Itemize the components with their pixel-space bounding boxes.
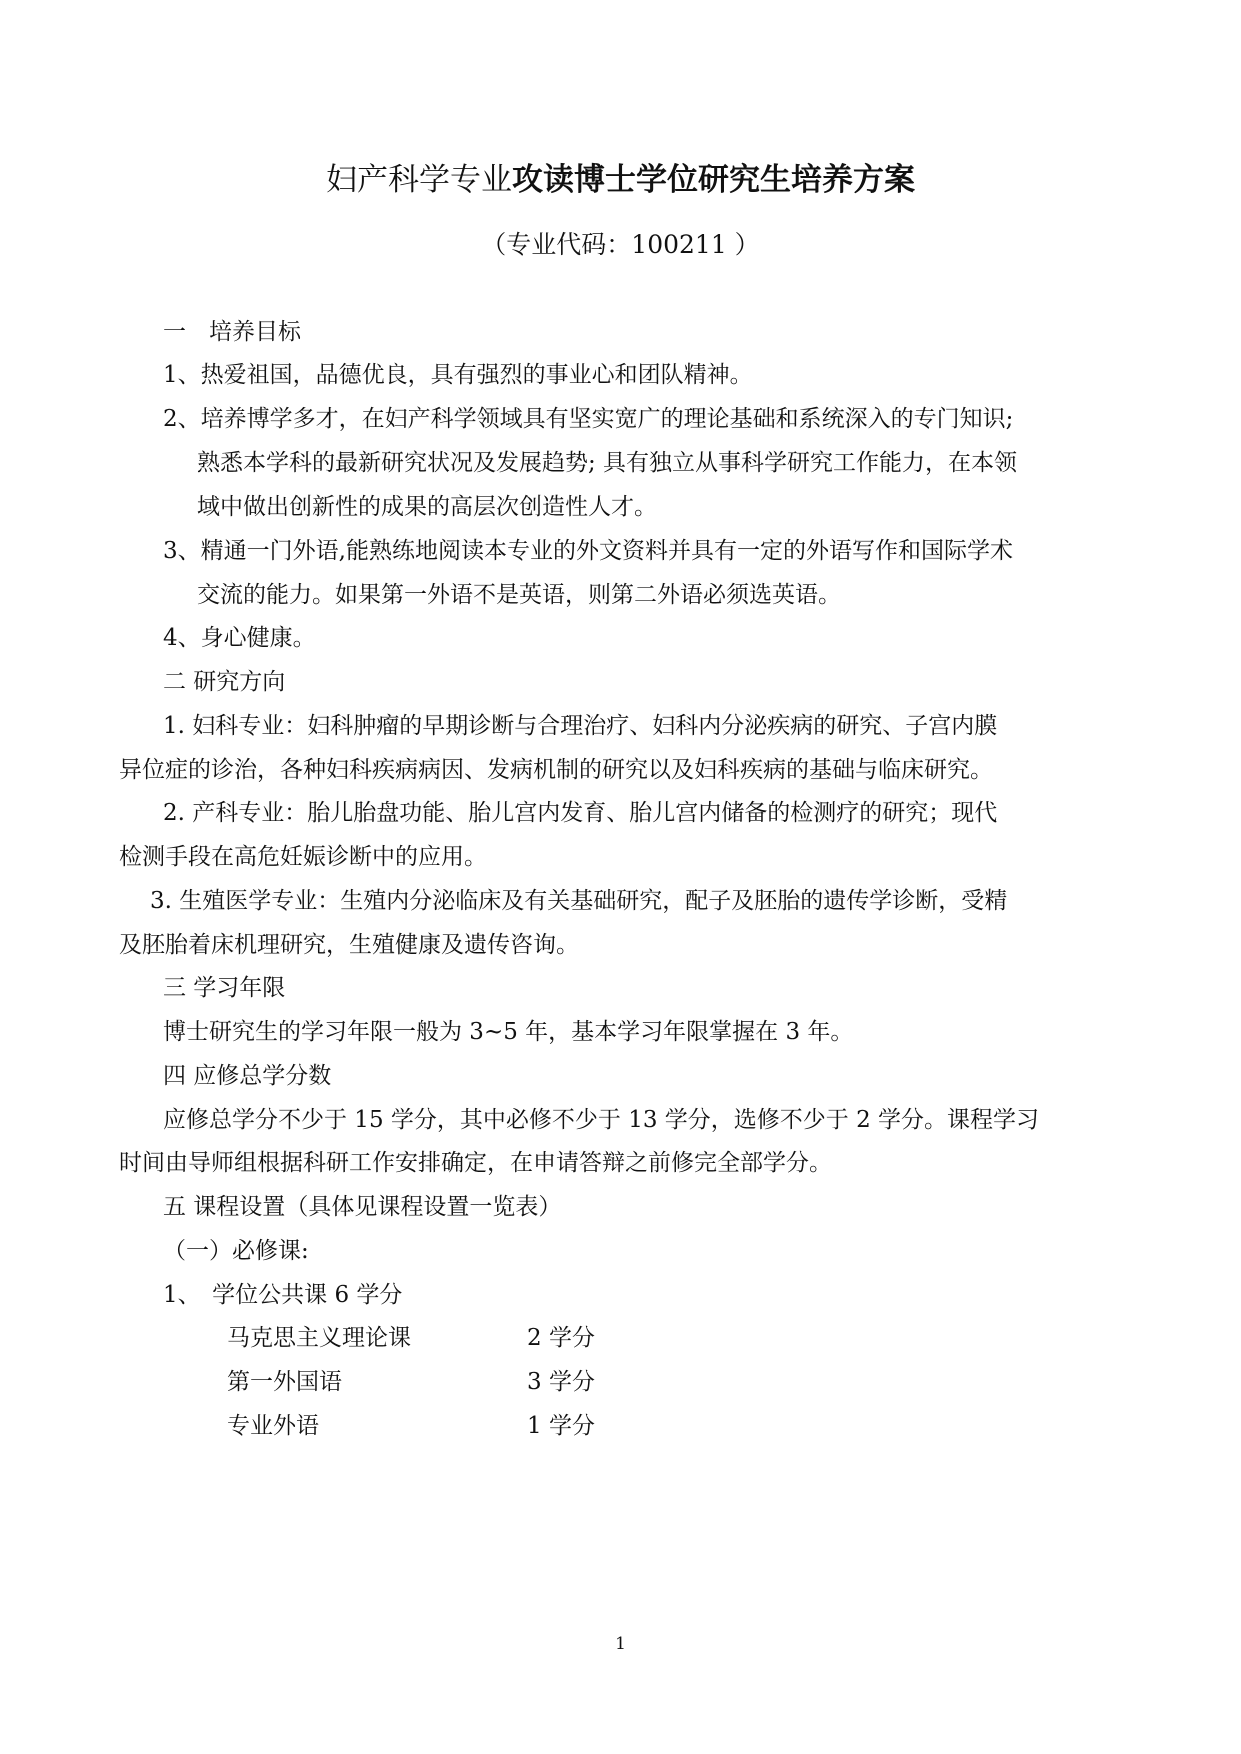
course-credits: 2 学分 — [527, 1325, 595, 1351]
page-title — [0, 160, 1241, 200]
public-courses-label: 1、 学位公共课 6 学分 — [163, 1282, 403, 1308]
direction-3-line-1: 3. 生殖医学专业：生殖内分泌临床及有关基础研究，配子及胚胎的遗传学诊断，受精 — [150, 888, 1008, 914]
direction-3-line-2: 及胚胎着床机理研究，生殖健康及遗传咨询。 — [119, 932, 579, 958]
major-code: （专业代码：100211 ） — [481, 230, 760, 259]
section-1-heading: 一 培养目标 — [163, 319, 301, 345]
study-duration: 博士研究生的学习年限一般为 3~5 年，基本学习年限掌握在 3 年。 — [163, 1019, 854, 1045]
section-5-heading — [163, 1191, 1145, 1223]
title-normal: 妇产科学专业 — [326, 162, 512, 198]
direction-2-line-2: 检测手段在高危妊娠诊断中的应用。 — [119, 844, 487, 870]
direction-1-line-2: 异位症的诊治，各种妇科疾病病因、发病机制的研究以及妇科疾病的基础与临床研究。 — [119, 757, 993, 783]
objective-3-line-1: 3、精通一门外语,能熟练地阅读本专业的外文资料并具有一定的外语写作和国际学术 — [163, 538, 1013, 564]
title-bold: 攻读博士学位研究生培养方案 — [512, 162, 915, 198]
section-2-heading: 二 研究方向 — [163, 669, 286, 695]
required-courses-label: （一）必修课: — [163, 1238, 309, 1264]
section-3-heading: 三 学习年限 — [163, 975, 286, 1001]
credits-line-1: 应修总学分不少于 15 学分，其中必修不少于 13 学分，选修不少于 2 学分。课程学习 — [163, 1107, 1040, 1133]
objective-2-line-2: 熟悉本学科的最新研究状况及发展趋势; 具有独立从事科学研究工作能力，在本领 — [197, 450, 1018, 476]
course-name: 马克思主义理论课 — [227, 1325, 411, 1351]
direction-2-line-1: 2. 产科专业：胎儿胎盘功能、胎儿宫内发育、胎儿宫内储备的检测疗的研究；现代 — [163, 800, 998, 826]
credits-line-2: 时间由导师组根据科研工作安排确定，在申请答辩之前修完全部学分。 — [119, 1150, 832, 1176]
objective-3-line-2: 交流的能力。如果第一外语不是英语，则第二外语必须选英语。 — [197, 582, 841, 608]
objective-4: 4、身心健康。 — [163, 625, 316, 651]
objective-2-line-1: 2、培养博学多才，在妇产科学领域具有坚实宽广的理论基础和系统深入的专门知识; — [163, 406, 1014, 432]
course-credits: 3 学分 — [527, 1369, 595, 1395]
course-name: 第一外国语 — [227, 1369, 342, 1395]
objective-2-line-3: 域中做出创新性的成果的高层次创造性人才。 — [197, 494, 657, 520]
objective-1: 1、热爱祖国，品德优良，具有强烈的事业心和团队精神。 — [163, 362, 753, 388]
course-credits: 1 学分 — [527, 1413, 595, 1439]
direction-1-line-1: 1. 妇科专业：妇科肿瘤的早期诊断与合理治疗、妇科内分泌疾病的研究、子宫内膜 — [163, 713, 998, 739]
section-4-heading: 四 应修总学分数 — [163, 1063, 332, 1089]
course-name: 专业外语 — [227, 1413, 319, 1439]
section-5-heading-bold: 五 课程设置 — [163, 1194, 286, 1220]
section-5-heading-rest: （具体见课程设置一览表） — [285, 1194, 562, 1220]
page-number: 1 — [615, 1634, 626, 1654]
